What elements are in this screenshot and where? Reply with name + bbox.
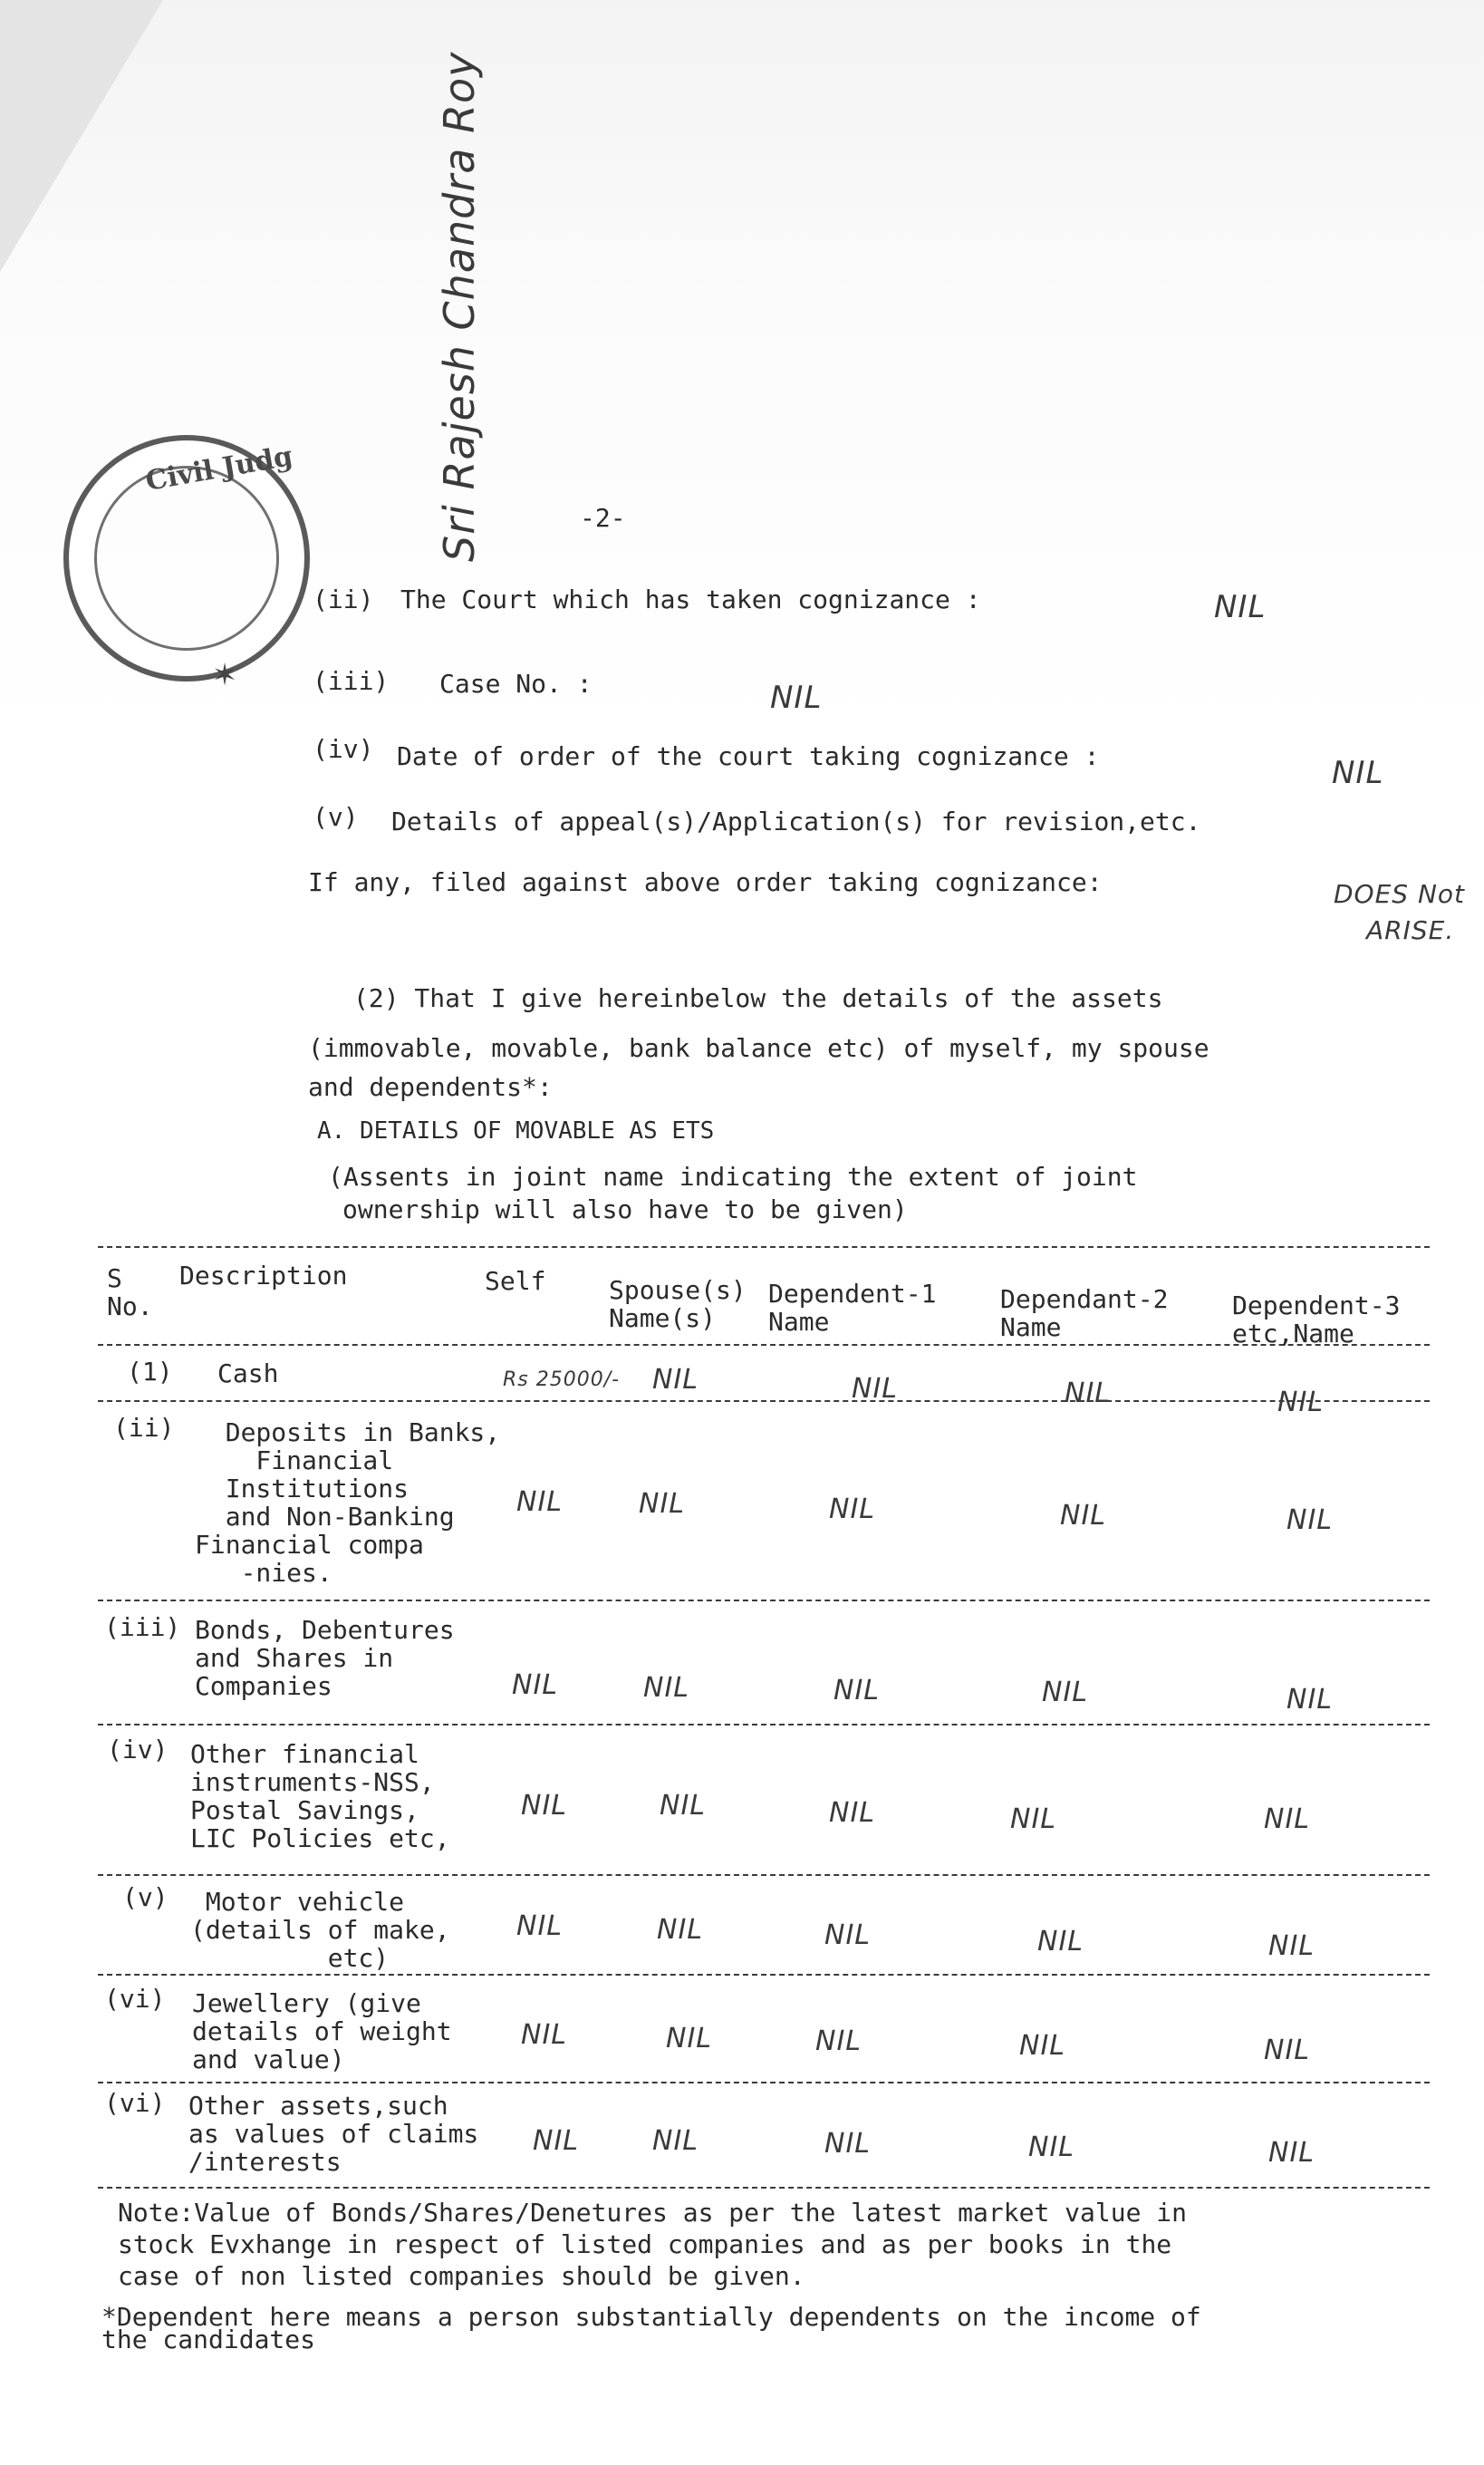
table-row-sno: (1) (127, 1357, 173, 1387)
table-row-dep2: NIL (1028, 2132, 1075, 2163)
table-row-desc: Deposits in Banks, Financial Institutions and Non-Banking Financial compa -nies. (195, 1417, 501, 1588)
table-row-dep3: NIL (1264, 2035, 1311, 2066)
table-row-dep2: NIL (1042, 1677, 1089, 1708)
header-spouse: Spouse(s) Name(s) (609, 1275, 747, 1333)
table-row-self: NIL (533, 2125, 580, 2157)
table-row-sno: (iii) (104, 1612, 181, 1642)
item-text: The Court which has taken cognizance : (400, 585, 981, 614)
page-corner-fold (0, 0, 163, 272)
table-row-dep1: NIL (834, 1675, 881, 1706)
note-line-2: stock Evxhange in respect of listed companies and as per books in the (118, 2229, 1172, 2259)
table-row-spouse: NIL (657, 1914, 704, 1946)
table-rule (98, 1400, 1430, 1402)
table-row-sno: (iv) (107, 1735, 169, 1764)
table-rule (98, 1874, 1430, 1876)
item-num: (v) (313, 802, 359, 832)
section-title: A. DETAILS OF MOVABLE AS ETS (317, 1117, 715, 1145)
table-row-self: NIL (516, 1910, 564, 1942)
table-row-dep3: NIL (1268, 1930, 1315, 1962)
table-row-spouse: NIL (652, 2125, 699, 2157)
header-dependent-3: Dependent-3 etc,Name (1232, 1290, 1401, 1348)
item-answer: NIL (1332, 755, 1384, 791)
table-row-desc: Other financial instruments-NSS, Postal Savings, LIC Policies etc, (190, 1739, 450, 1853)
item-text: Date of order of the court taking cognizance : (397, 741, 1100, 771)
header-dependent-2: Dependant-2 Name (1000, 1284, 1169, 1342)
table-row-dep2: NIL (1019, 2030, 1066, 2062)
table-rule (98, 1600, 1430, 1601)
table-rule (98, 1724, 1430, 1726)
table-row-spouse: NIL (652, 1364, 699, 1396)
table-row-self: NIL (512, 1669, 559, 1701)
page-number: -2- (580, 503, 626, 533)
item-text: Details of appeal(s)/Application(s) for revision,etc. (391, 807, 1201, 836)
table-row-desc: Cash (217, 1358, 279, 1388)
item-answer: NIL (1214, 589, 1267, 625)
item-num: (iv) (313, 734, 374, 764)
note-line-1: Note:Value of Bonds/Shares/Denetures as per the latest market value in (118, 2198, 1188, 2228)
table-row-sno: (vi) (104, 2088, 166, 2118)
table-row-dep3: NIL (1286, 1504, 1334, 1536)
table-rule (98, 2082, 1430, 2083)
table-row-spouse: NIL (639, 1488, 686, 1520)
item-v-line-2: If any, filed against above order taking cognizance: (308, 867, 1103, 897)
table-row-dep1: NIL (824, 1919, 872, 1951)
table-row-spouse: NIL (643, 1672, 690, 1704)
table-row-self: NIL (516, 1486, 564, 1518)
note-line-4: *Dependent here means a person substantially dependents on the income of (101, 2302, 1201, 2332)
table-row-dep3: NIL (1277, 1387, 1325, 1418)
section-note-1: (Assents in joint name indicating the extent of joint (328, 1162, 1138, 1192)
para2-line-1: (2) That I give hereinbelow the details of the assets (353, 983, 1163, 1013)
table-row-spouse: NIL (660, 1790, 707, 1822)
table-row-desc: Other assets,such as values of claims /interests (188, 2091, 479, 2177)
table-row-dep3: NIL (1268, 2137, 1315, 2169)
seal-text: Civil Judg (143, 440, 295, 498)
table-rule (98, 1974, 1430, 1976)
table-row-sno: (ii) (113, 1413, 175, 1443)
table-row-dep2: NIL (1065, 1378, 1112, 1409)
header-description: Description (179, 1261, 348, 1290)
table-row-dep2: NIL (1060, 1500, 1107, 1532)
table-row-desc: Motor vehicle (details of make, etc) (190, 1887, 450, 1973)
note-line-5: the candidates (101, 2325, 316, 2354)
table-row-dep3: NIL (1264, 1803, 1311, 1835)
table-row-self: Rs 25000/- (503, 1368, 621, 1391)
signature: Sri Rajesh Chandra Roy (435, 51, 484, 562)
item-v-answer-1: DOES Not (1334, 879, 1466, 909)
table-row-dep3: NIL (1286, 1684, 1334, 1716)
table-row-dep2: NIL (1037, 1926, 1084, 1958)
section-note-2: ownership will also have to be given) (342, 1194, 908, 1224)
table-row-desc: Jewellery (give details of weight and value) (192, 1988, 452, 2074)
table-row-dep1: NIL (829, 1797, 876, 1829)
table-row-dep1: NIL (824, 2128, 872, 2160)
table-row-desc: Bonds, Debentures and Shares in Companies (195, 1615, 455, 1701)
table-row-dep1: NIL (829, 1494, 876, 1525)
table-row-dep1: NIL (815, 2025, 862, 2057)
table-row-dep2: NIL (1010, 1803, 1057, 1835)
item-num: (ii) (313, 585, 374, 614)
header-dependent-1: Dependent-1 Name (768, 1279, 937, 1337)
item-num: (iii) (313, 666, 390, 696)
table-rule (98, 2187, 1430, 2189)
table-row-self: NIL (521, 2019, 568, 2051)
para2-line-3: and dependents*: (308, 1072, 553, 1102)
table-row-spouse: NIL (666, 2023, 713, 2054)
table-row-sno: (vi) (104, 1984, 166, 2014)
note-line-3: case of non listed companies should be given. (118, 2261, 805, 2291)
item-text: Case No. : (439, 669, 593, 699)
item-answer: NIL (770, 680, 823, 716)
header-sno: S No. (107, 1263, 153, 1321)
para2-line-2: (immovable, movable, bank balance etc) of myself, my spouse (308, 1033, 1209, 1063)
header-self: Self (485, 1266, 546, 1296)
table-row-dep1: NIL (852, 1373, 899, 1405)
table-row-self: NIL (521, 1790, 568, 1822)
table-row-sno: (v) (122, 1882, 169, 1912)
table-rule (98, 1246, 1430, 1248)
seal-star-icon: ✶ (214, 652, 236, 694)
item-v-answer-2: ARISE. (1366, 915, 1455, 945)
table-rule (98, 1344, 1430, 1346)
